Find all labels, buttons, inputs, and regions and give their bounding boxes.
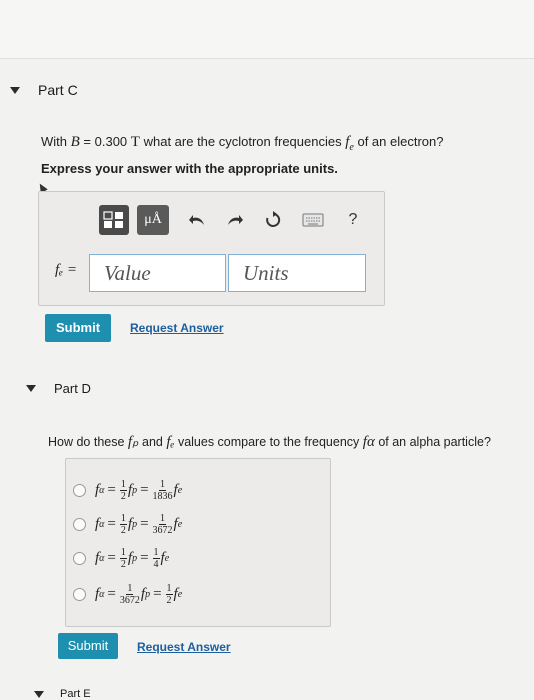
part-d-header[interactable] xyxy=(26,381,91,396)
part-c-submit-button[interactable]: Submit xyxy=(45,314,111,342)
symbols-button[interactable]: μÅ xyxy=(137,205,169,235)
option-3[interactable]: f α = $\frac{1}{2}$ f p = $\frac{1}{4}$ f e xyxy=(73,547,169,570)
part-c-question: With B = 0.300 T what are the cyclotron frequencies $f_e$ of an electron? xyxy=(41,134,444,153)
part-d-request-answer-link[interactable]: Request Answer xyxy=(137,640,231,654)
redo-icon[interactable] xyxy=(223,208,247,232)
part-d-title: Part D xyxy=(54,381,91,396)
part-c-request-answer-link[interactable]: Request Answer xyxy=(130,321,224,335)
collapse-triangle-icon[interactable] xyxy=(34,691,44,698)
collapse-triangle-icon[interactable] xyxy=(26,385,36,392)
templates-button[interactable] xyxy=(99,205,129,235)
keyboard-icon[interactable] xyxy=(301,208,325,232)
radio-button[interactable] xyxy=(73,588,86,601)
part-c-header[interactable] xyxy=(10,82,78,98)
answer-panel xyxy=(38,191,385,306)
option-4[interactable]: f α = $\frac{1}{3672}$ f p = $\frac{1}{2}$ f e xyxy=(73,583,182,606)
units-input[interactable]: Units xyxy=(228,254,366,292)
part-d-submit-button[interactable]: Submit xyxy=(58,633,118,659)
radio-button[interactable] xyxy=(73,484,86,497)
radio-button[interactable] xyxy=(73,552,86,565)
reset-icon[interactable] xyxy=(261,208,285,232)
collapse-triangle-icon[interactable] xyxy=(10,87,20,94)
math-toolbar xyxy=(99,205,365,235)
value-input[interactable]: Value xyxy=(89,254,226,292)
part-e-title: Part E xyxy=(60,688,91,700)
help-button[interactable]: ? xyxy=(348,211,358,228)
fe-label: fₑ = xyxy=(55,262,77,278)
radio-button[interactable] xyxy=(73,518,86,531)
templates-icon xyxy=(103,211,125,229)
express-instruction: Express your answer with the appropriate units. xyxy=(41,161,338,176)
part-d-question: How do these fₚ and fₑ values compare to the frequency fα of an alpha particle? xyxy=(48,434,491,450)
part-c-title: Part C xyxy=(38,82,78,98)
options-panel xyxy=(65,458,331,627)
option-1[interactable]: f α = $\frac{1}{2}$ f p = $\frac{1}{1836}$ f e xyxy=(73,479,182,502)
part-e-header[interactable] xyxy=(34,688,91,700)
undo-icon[interactable] xyxy=(185,208,209,232)
top-band xyxy=(0,0,534,59)
option-2[interactable]: f α = $\frac{1}{2}$ f p = $\frac{1}{3672}$ f e xyxy=(73,513,182,536)
